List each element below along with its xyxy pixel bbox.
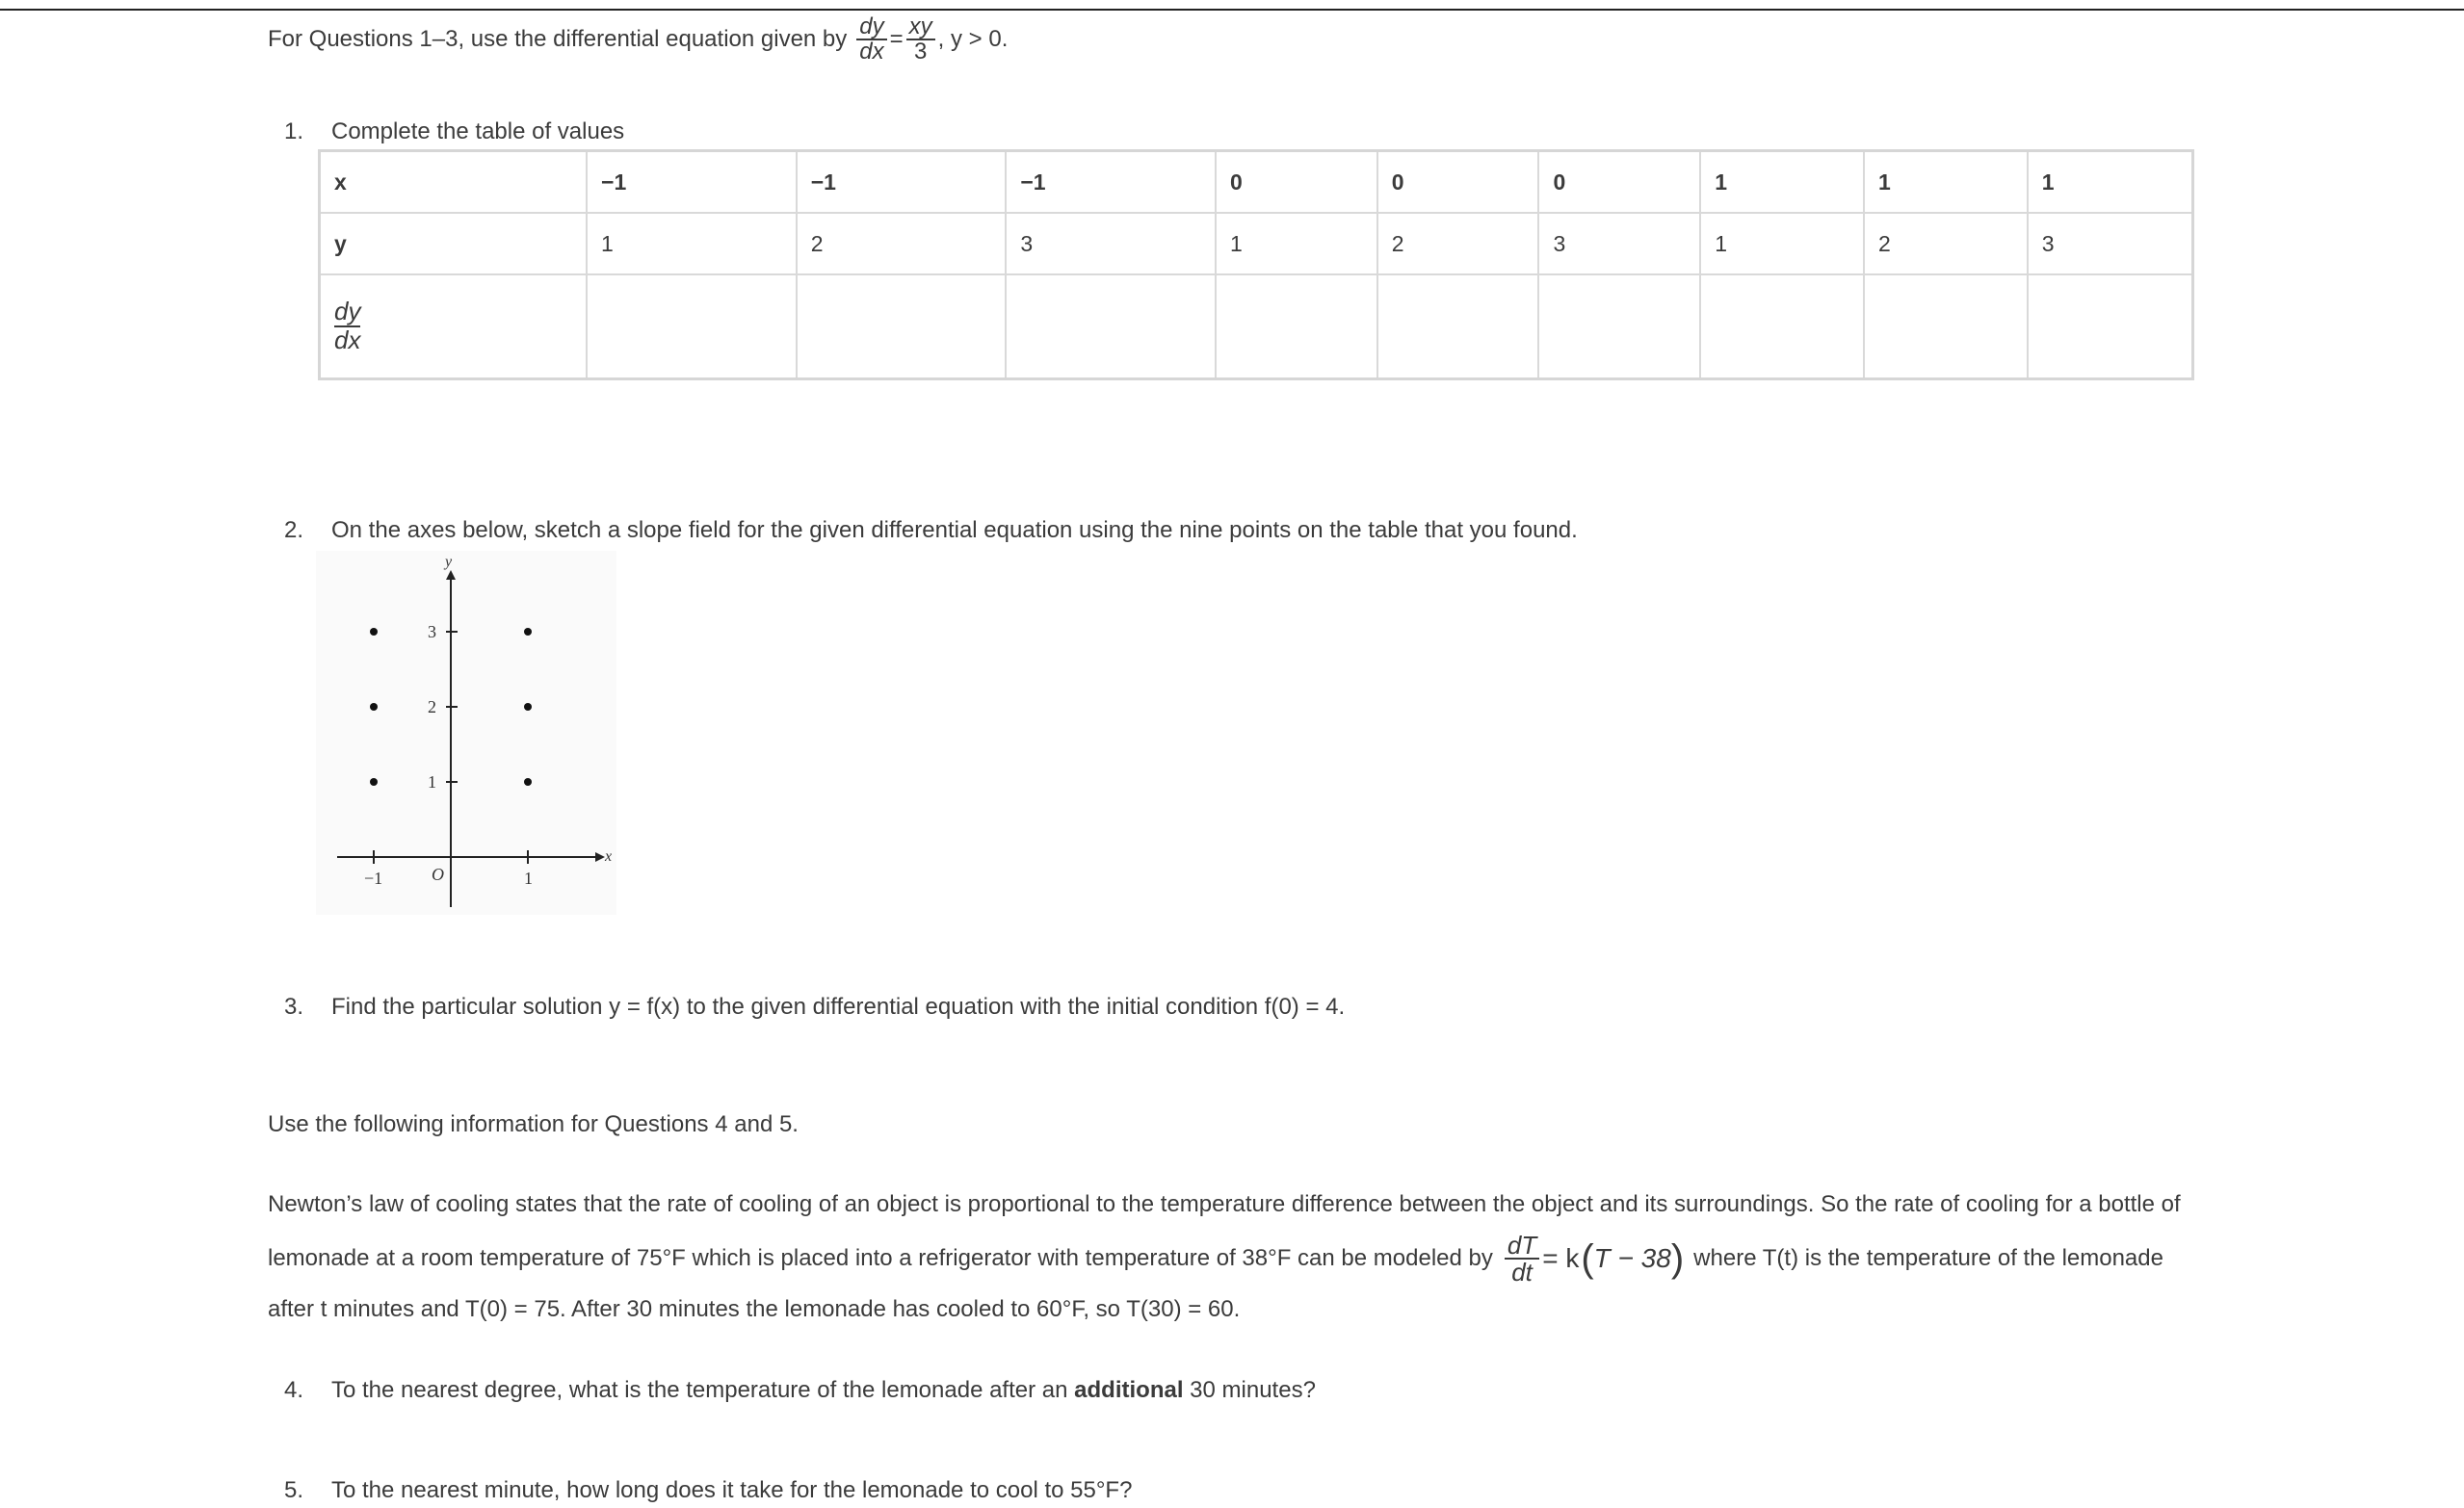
question-5-text: To the nearest minute, how long does it take for the lemonade to cool to 55°F?: [331, 1477, 1133, 1503]
y-tick-label: 2: [428, 697, 436, 716]
grid-point: [524, 778, 532, 786]
table-cell-dydx-blank[interactable]: [1006, 274, 1216, 379]
table-cell-y: 1: [1216, 213, 1377, 274]
grid-point: [370, 703, 378, 711]
table-cell-dydx-blank[interactable]: [1700, 274, 1864, 379]
newton-derivative: [1505, 1233, 1539, 1285]
question-1-number: 1.: [284, 118, 304, 144]
table-cell-y: 3: [2028, 213, 2193, 274]
table-cell-x: 0: [1538, 151, 1700, 214]
newton-derivative-den: dt: [1511, 1258, 1533, 1287]
info-line: Use the following information for Questions 4 and 5.: [268, 1111, 799, 1137]
question-3-number: 3.: [284, 994, 304, 1020]
x-axis-label: x: [605, 848, 613, 865]
intro-rhs-den: 3: [913, 39, 928, 65]
question-4-number: 4.: [284, 1377, 304, 1403]
table-cell-x: 0: [1216, 151, 1377, 214]
table-cell-dydx-blank[interactable]: [797, 274, 1007, 379]
slope-field-svg: [316, 551, 616, 915]
dydx-fraction: [334, 299, 360, 353]
x-tick-label: 1: [524, 869, 533, 888]
slope-field-axes: [316, 551, 616, 915]
x-axis-arrow: [595, 852, 605, 862]
values-table: [318, 149, 2194, 380]
intro-equals: =: [889, 26, 904, 52]
table-cell-x: 0: [1377, 151, 1539, 214]
intro-derivative-den: dx: [859, 39, 884, 65]
y-axis-arrow: [446, 570, 456, 580]
grid-point: [524, 628, 532, 636]
newton-eq-close-paren: ): [1670, 1237, 1685, 1280]
newton-line-3: after t minutes and T(0) = 75. After 30 minutes the lemonade has cooled to 60°F, so T(30) = 60.: [268, 1296, 1241, 1322]
y-tick-label: 1: [428, 772, 436, 792]
question-3: [284, 994, 1345, 1021]
question-4-text-before: To the nearest degree, what is the temperature of the lemonade after an: [331, 1377, 1068, 1403]
table-cell-x: 1: [1864, 151, 2028, 214]
newton-line-1: Newton’s law of cooling states that the rate of cooling of an object is proportional to the temperature difference between the object and its surroundings. So the rate of cooling for a bottle of: [268, 1191, 2181, 1217]
question-4: [284, 1377, 1316, 1404]
intro-suffix: , y > 0.: [937, 26, 1009, 52]
grid-point: [524, 703, 532, 711]
table-cell-y: 1: [1700, 213, 1864, 274]
newton-line-2-prefix: lemonade at a room temperature of 75°F which is placed into a refrigerator with temperature of 38°F can be modeled by: [268, 1245, 1493, 1271]
grid-point: [370, 778, 378, 786]
intro-derivative: [856, 15, 886, 64]
table-cell-x: −1: [797, 151, 1007, 214]
table-cell-y: 3: [1538, 213, 1700, 274]
x-tick-label: −1: [364, 869, 383, 888]
table-row-y: [320, 213, 2193, 274]
question-2-text: On the axes below, sketch a slope field for the given differential equation using the nine points on the table that you found.: [331, 517, 1578, 543]
intro-rhs-num: xy: [906, 15, 935, 40]
question-2-number: 2.: [284, 517, 304, 543]
question-5-number: 5.: [284, 1477, 304, 1503]
table-cell-x: −1: [587, 151, 797, 214]
table-cell-y: 3: [1006, 213, 1216, 274]
intro-rhs: [906, 15, 935, 64]
table-cell-x: −1: [1006, 151, 1216, 214]
y-axis-label: y: [445, 554, 453, 570]
table-row-x: [320, 151, 2193, 214]
newton-line-2: [268, 1225, 2163, 1292]
table-cell-y: 2: [1377, 213, 1539, 274]
question-1-text: Complete the table of values: [331, 118, 625, 144]
table-row-dydx: [320, 274, 2193, 379]
dydx-num: dy: [334, 297, 361, 326]
table-cell-x: 1: [2028, 151, 2193, 214]
question-2: [284, 517, 1578, 544]
table-cell-y: 2: [797, 213, 1007, 274]
intro-prefix: For Questions 1–3, use the differential equation given by: [268, 26, 848, 52]
intro-derivative-num: dy: [856, 15, 886, 40]
table-header-dydx: [320, 274, 588, 379]
origin-label: O: [432, 865, 444, 884]
table-cell-dydx-blank[interactable]: [1864, 274, 2028, 379]
question-4-text-bold: additional: [1074, 1377, 1184, 1403]
y-tick-label: 3: [428, 622, 436, 641]
table-cell-dydx-blank[interactable]: [2028, 274, 2193, 379]
newton-line-2-suffix: where T(t) is the temperature of the lemonade: [1693, 1245, 2163, 1271]
intro-line: [268, 8, 1008, 71]
table-header-x: x: [320, 151, 588, 214]
dydx-den: dx: [334, 325, 361, 354]
table-cell-dydx-blank[interactable]: [1538, 274, 1700, 379]
question-3-text: Find the particular solution y = f(x) to the given differential equation with the initial condition f(0) = 4.: [331, 994, 1346, 1020]
newton-derivative-num: dT: [1505, 1233, 1539, 1260]
question-1: [284, 118, 624, 145]
table-header-y: y: [320, 213, 588, 274]
newton-eq-rhs-prefix: = k: [1542, 1243, 1580, 1273]
question-4-text-after: 30 minutes?: [1190, 1377, 1316, 1403]
table-cell-x: 1: [1700, 151, 1864, 214]
table-cell-dydx-blank[interactable]: [1216, 274, 1377, 379]
table-cell-y: 2: [1864, 213, 2028, 274]
table-cell-y: 1: [587, 213, 797, 274]
table-cell-dydx-blank[interactable]: [1377, 274, 1539, 379]
newton-eq-inner: T − 38: [1593, 1243, 1671, 1273]
grid-point: [370, 628, 378, 636]
table-cell-dydx-blank[interactable]: [587, 274, 797, 379]
newton-eq-open-paren: (: [1581, 1237, 1594, 1280]
question-5: [284, 1477, 1132, 1504]
